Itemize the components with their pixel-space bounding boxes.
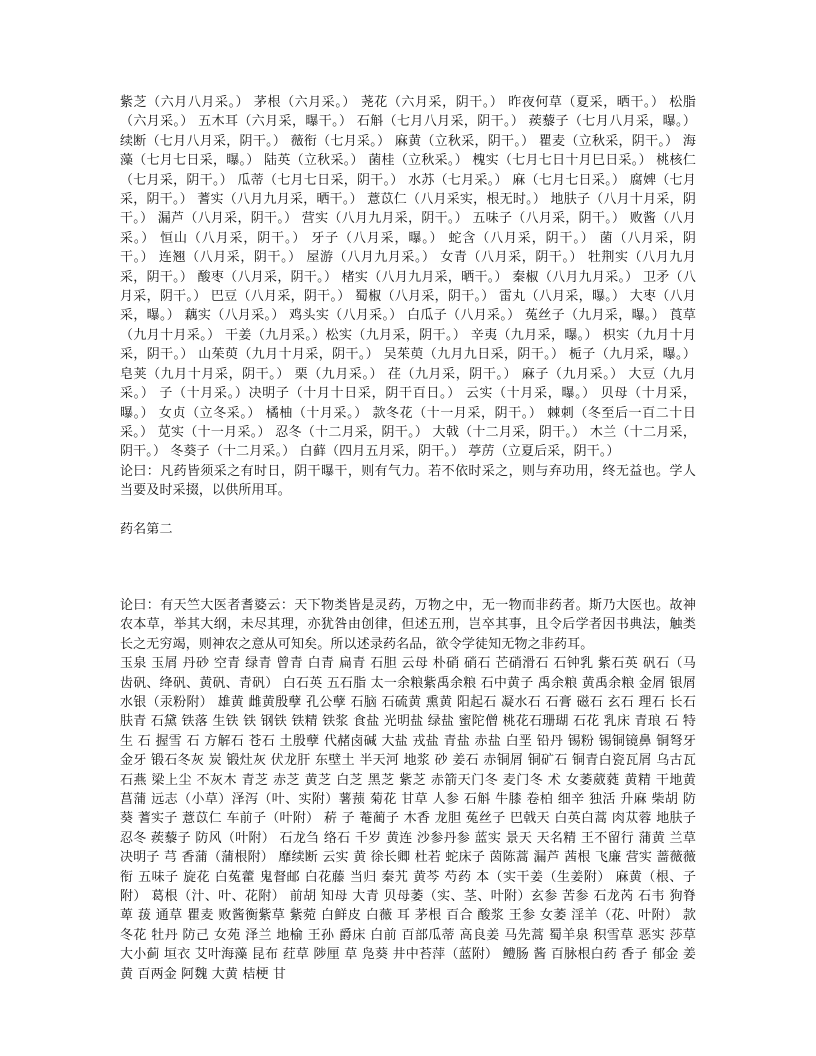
document-page bbox=[120, 93, 696, 984]
drug-names-list: 玉泉 玉屑 丹砂 空青 绿青 曾青 白青 扁青 石胆 云母 朴硝 硝石 芒硝滑石 石钟乳 紫石英 矾石（马齿矾、绛矾、黄矾、青矾） 白石英 五石脂 太一余粮紫禹余粮 石中黄子 禹余粮 黄禹余粮 金屑 银屑 水银（汞粉附） 雄黄 雌黄殷孽 孔公孽 石脑 石硫黄 熏黄 阳起石 凝水石 石膏 磁石 玄石 理石 长石肤青 石黛 铁落 生铁 铁 钢铁 铁精 铁浆 食盐 光明盐 绿盐 蜜陀僧 桃花石珊瑚 石花 乳床 青琅 石 特生 石 握雪 石 方解石 苍石 土殷孽 代赭卤碱 大盐 戎盐 青盐 赤盐 白垩 铅丹 锡粉 锡铜镜鼻 铜弩牙 金牙 锻石冬灰 炭 锻灶灰 伏龙肝 东壁土 半天河 地浆 砂 姜石 赤铜屑 铜矿石 铜青白瓷瓦屑 乌古瓦 石燕 梁上尘 不灰木 青芝 赤芝 黄芝 白芝 黑芝 紫芝 赤箭天门冬 麦门冬 术 女萎葳蕤 黄精 干地黄 菖蒲 远志（小草）泽泻（叶、实附）薯蓣 菊花 甘草 人参 石斛 牛膝 卷柏 细辛 独活 升麻 柴胡 防葵 蓍实子 薏苡仁 车前子（叶附） 菥 子 菴蔺子 木香 龙胆 菟丝子 巴戟天 白英白蒿 肉苁蓉 地肤子 忍冬 蒺藜子 防风（叶附） 石龙刍 络石 千岁 黄连 沙参丹参 蓝实 景天 天名精 王不留行 蒲黄 兰草 决明子 芎 香蒲（蒲根附） 靡续断 云实 黄 徐长卿 杜若 蛇床子 茵陈蒿 漏芦 茜根 飞廉 营实 蔷薇薇衔 五味子 旋花 白菟藿 鬼督邮 白花藤 当归 秦艽 黄芩 芍药 本（实干姜（生姜附） 麻黄（根、子附） 葛根（汁、叶、花附） 前胡 知母 大青 贝母萎（实、茎、叶附）玄参 苦参 石龙芮 石韦 狗脊 萆 菝 通草 瞿麦 败酱衡紫草 紫菀 白鲜皮 白薇 耳 茅根 百合 酸浆 王参 女萎 淫羊（花、叶附） 款冬花 牡丹 防己 女苑 泽兰 地榆 王孙 爵床 白前 百部瓜蒂 高良姜 马先蒿 蜀羊泉 积雪草 恶实 莎草 大小蓟 垣衣 艾叶海藻 昆布 荭草 陟厘 草 凫葵 井中苔萍（蓝附） 鳢肠 酱 百脉根白药 香子 郁金 姜黄 百两金 阿魏 大黄 桔梗 甘 bbox=[120, 656, 696, 982]
drug-names-discussion-paragraph: 论曰：有天竺大医者耆婆云：天下物类皆是灵药，万物之中，无一物而非药者。斯乃大医也。故神农本草，举其大纲，未尽其理，亦犹咎由创律，但述五刑，岂卒其事，且令后学者因书典法，触类长之无穷竭，则神农之意从可知矣。所以述录药名品，欲令学徒知无物之非药耳。 bbox=[120, 597, 696, 652]
harvest-times-paragraph: 紫芝（六月八月采。） 茅根（六月采。） 荛花（六月采，阴干。） 昨夜何草（夏采，晒干。） 松脂（六月采。） 五木耳（六月采，曝干。） 石斛（七月八月采，阴干。） 蒺藜子（七月八月采，曝。）续断（七月八月采，阴干。） 薇衔（七月采。） 麻黄（立秋采，阴干。） 瞿麦（立秋采，阴干。） 海藻（七月七日采，曝。） 陆英（立秋采。） 菌桂（立秋采。） 槐实（七月七日十月巳日采。） 桃核仁（七月采，阴干。） 瓜蒂（七月七日采，阴干。） 水苏（七月采。） 麻（七月七日采。） 腐婢（七月采，阴干。） 蓍实（八月九月采，晒干。） 薏苡仁（八月采实，根无时。） 地肤子（八月十月采，阴干。） 漏芦（八月采，阴干。） 营实（八月九月采，阴干。） 五味子（八月采，阴干。） 败酱（八月采。） 恒山（八月采，阴干。） 牙子（八月采，曝。） 蛇含（八月采，阴干。） 菌（八月采，阴干。） 连翘（八月采，阴干。） 屋游（八月九月采。） 女青（八月采，阴干。） 牡荆实（八月九月采，阴干。） 酸枣（八月采，阴干。） 楮实（八月九月采，晒干。） 秦椒（八月九月采。） 卫矛（八月采，阴干。） 巴豆（八月采，阴干。） 蜀椒（八月采，阴干。） 雷丸（八月采，曝。） 大枣（八月采，曝。） 藕实（八月采。） 鸡头实（八月采。） 白瓜子（八月采。） 菟丝子（九月采，曝。） 莨草（九月十月采。） 干姜（九月采。）松实（九月采，阴干。） 辛夷（九月采，曝。） 枳实（九月十月采，阴干。） 山茱萸（九月十月采，阴干。） 吴茱萸（九月九日采，阴干。） 栀子（九月采，曝。） 皂荚（九月十月采，阴干。） 栗（九月采。） 荏（九月采，阴干。） 麻子（九月采。） 大豆（九月采。） 子（十月采。）决明子（十月十日采，阴干百日。） 云实（十月采，曝。） 贝母（十月采，曝。） 女贞（立冬采。） 橘柚（十月采。） 款冬花（十一月采，阴干。） 棘刺（冬至后一百二十日采。） 苋实（十一月采。） 忍冬（十二月采，阴干。） 大戟（十二月采，阴干。） 木兰（十二月采，阴干。） 冬葵子（十二月采。） 白藓（四月五月采，阴干。） 葶苈（立夏后采，阴干。） bbox=[120, 95, 696, 460]
section-spacer bbox=[120, 539, 696, 596]
harvest-discussion-paragraph: 论曰：凡药皆须采之有时日，阴干曝干，则有气力。若不依时采之，则与弃功用，终无益也。学人当要及时采掇，以供所用耳。 bbox=[120, 463, 696, 499]
section-heading: 药名第二 bbox=[120, 521, 173, 537]
